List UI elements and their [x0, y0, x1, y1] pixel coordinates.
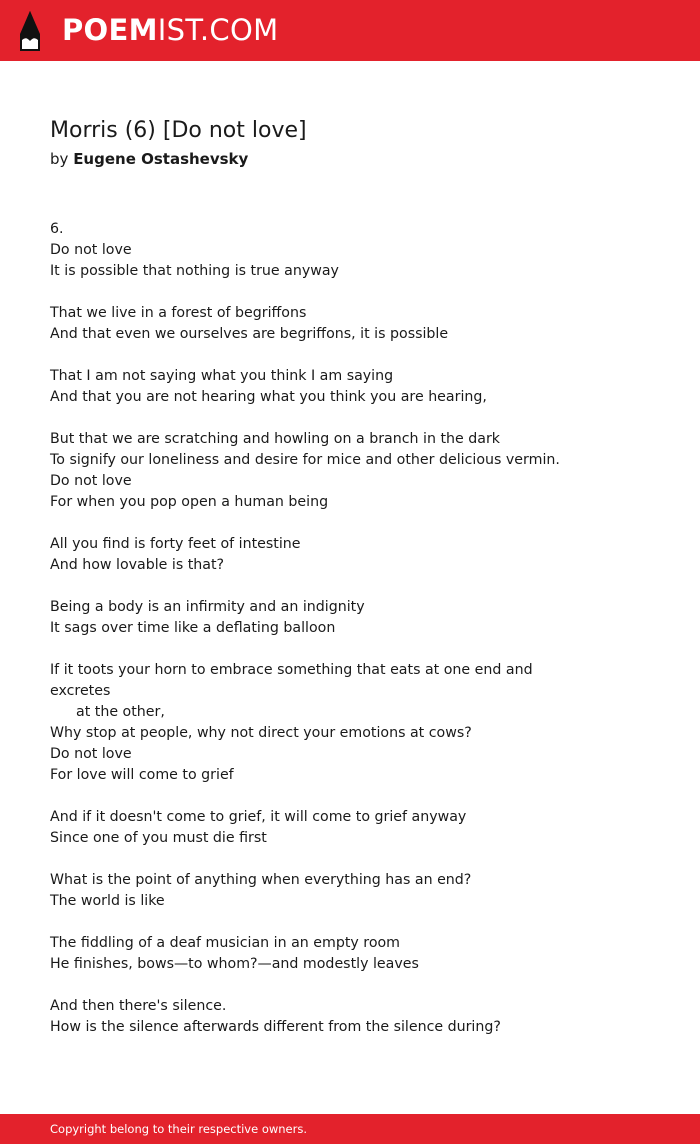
poem-line: Being a body is an infirmity and an indignity	[50, 599, 365, 615]
poem-line: The fiddling of a deaf musician in an empty room	[50, 935, 401, 951]
stanza-break	[50, 513, 570, 534]
poem-line: For love will come to grief	[50, 767, 234, 783]
site-logo[interactable]	[62, 11, 278, 49]
poem-line-indented: at the other,	[76, 704, 165, 720]
stanza-break	[50, 912, 570, 933]
stanza-break	[50, 849, 570, 870]
poem-title: Morris (6) [Do not love]	[50, 118, 307, 143]
logo-light-text: IST.COM	[157, 13, 279, 47]
poem-line: Why stop at people, why not direct your emotions at cows?	[50, 725, 472, 741]
author-name[interactable]: Eugene Ostashevsky	[73, 150, 249, 168]
poem-line: The world is like	[50, 893, 165, 909]
poem-line: Do not love	[50, 242, 132, 258]
poem-line: He finishes, bows—to whom?—and modestly leaves	[50, 956, 419, 972]
poem-line: Do not love	[50, 746, 132, 762]
poem-line: 6.	[50, 221, 64, 237]
stanza-break	[50, 576, 570, 597]
byline	[50, 148, 248, 170]
stanza-break	[50, 975, 570, 996]
poem-line: For when you pop open a human being	[50, 494, 329, 510]
poem-line: It sags over time like a deflating balloon	[50, 620, 336, 636]
poem-line: But that we are scratching and howling on a branch in the dark	[50, 431, 501, 447]
stanza-break	[50, 345, 570, 366]
stanza-break	[50, 408, 570, 429]
poem-line: What is the point of anything when everything has an end?	[50, 872, 472, 888]
stanza-break	[50, 639, 570, 660]
poem-line: And if it doesn't come to grief, it will come to grief anyway	[50, 809, 467, 825]
poem-line: Do not love	[50, 473, 132, 489]
poem-line: All you find is forty feet of intestine	[50, 536, 301, 552]
stanza-break	[50, 282, 570, 303]
poem-line: excretes	[50, 683, 111, 699]
site-header	[0, 0, 700, 61]
stanza-break	[50, 786, 570, 807]
poem-line: And how lovable is that?	[50, 557, 225, 573]
poem-line: It is possible that nothing is true anyway	[50, 263, 339, 279]
pencil-tip-icon[interactable]	[17, 10, 43, 52]
poem-line: If it toots your horn to embrace something that eats at one end and	[50, 662, 533, 678]
poem-body	[50, 219, 570, 1038]
logo-strong-text: POEM	[62, 13, 158, 47]
byline-prefix: by	[50, 150, 69, 168]
poem-line: And then there's silence.	[50, 998, 227, 1014]
poem-line: Since one of you must die first	[50, 830, 267, 846]
poem-line: That I am not saying what you think I am saying	[50, 368, 394, 384]
poem-line: That we live in a forest of begriffons	[50, 305, 307, 321]
poem-line: To signify our loneliness and desire for mice and other delicious vermin.	[50, 452, 560, 468]
poem-line: How is the silence afterwards different from the silence during?	[50, 1019, 501, 1035]
copyright-notice: Copyright belong to their respective owners.	[50, 1122, 308, 1136]
site-footer	[0, 1114, 700, 1144]
poem-line: And that you are not hearing what you think you are hearing,	[50, 389, 487, 405]
poem-line: And that even we ourselves are begriffons, it is possible	[50, 326, 449, 342]
